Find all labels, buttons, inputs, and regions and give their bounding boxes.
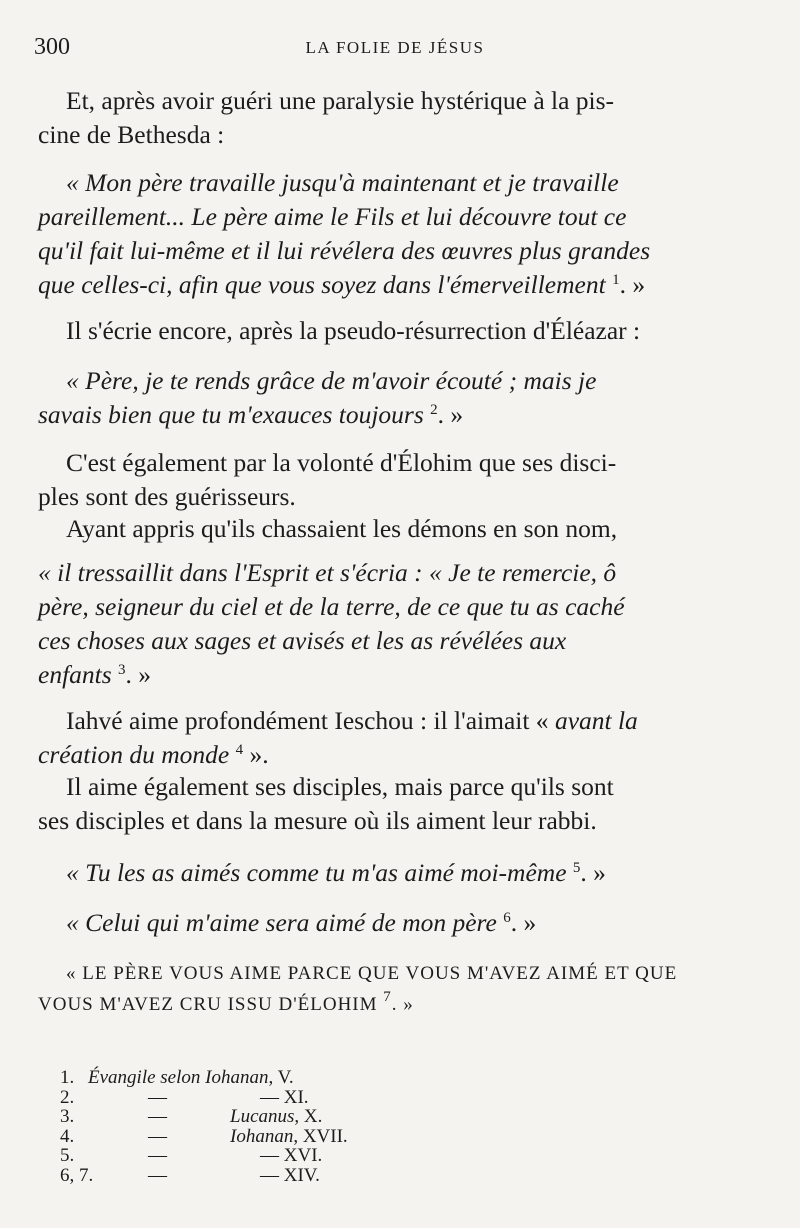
quote-line: père, seigneur du ciel et de la terre, de ce que tu as caché <box>38 592 625 621</box>
quote-spirit <box>38 556 762 692</box>
footnote-number: 1. <box>60 1067 75 1088</box>
footnote-dash: — <box>148 1145 167 1167</box>
page-number: 300 <box>34 34 70 60</box>
text-line: cine de Bethesda : <box>38 120 225 149</box>
quote-line: ces choses aux sages et avisés et les as révélées aux <box>38 626 567 655</box>
footnote-ref: 3 <box>118 662 126 678</box>
text-line: Il s'écrie encore, après la pseudo-résurrection d'Éléazar : <box>66 316 641 345</box>
footnote-ref: 7 <box>383 989 392 1005</box>
paragraph-iahve <box>38 704 762 772</box>
footnote-ref: 2 <box>430 402 438 418</box>
footnote-number: 6, 7. <box>60 1164 94 1186</box>
footnote-number: 4. <box>60 1125 75 1147</box>
quote-close: . » <box>125 660 152 689</box>
quote-close: ». <box>243 740 269 769</box>
quote-line: « Celui qui m'aime sera aimé de mon père <box>66 908 497 937</box>
footnote-number: 5. <box>60 1145 75 1167</box>
footnote-chapter: , XVII. <box>293 1125 348 1147</box>
quote-close: . » <box>580 858 606 887</box>
paragraph-disciples <box>38 770 762 838</box>
quote-run: création du monde <box>38 740 230 769</box>
footnote-dash: — <box>148 1125 167 1147</box>
paragraph-healers <box>38 446 762 514</box>
text-line: Et, après avoir guéri une paralysie hystérique à la pis- <box>66 86 615 115</box>
quote-line: pareillement... Le père aime le Fils et lui découvre tout ce <box>38 202 627 231</box>
quote-line: enfants <box>38 660 112 689</box>
footnote-book: — <box>260 1086 279 1108</box>
footnote-dash: — <box>148 1086 167 1108</box>
footnote-number: 2. <box>60 1086 75 1108</box>
quote-close: . » <box>391 994 414 1015</box>
footnote-book: — <box>260 1164 279 1186</box>
quote-run: avant la <box>554 706 638 735</box>
text-line: ples sont des guérisseurs. <box>38 482 296 511</box>
quote-line: qu'il fait lui-même et il lui révélera des œuvres plus grandes <box>38 236 651 265</box>
running-title: LA FOLIE DE JÉSUS <box>305 38 485 57</box>
footnote-chapter: XVI. <box>279 1145 323 1167</box>
footnote-ref: 1 <box>612 272 620 288</box>
quote-loves-me <box>38 906 762 940</box>
footnote-book: Lucanus <box>230 1106 295 1128</box>
quote-line: « Tu les as aimés comme tu m'as aimé moi-même <box>66 858 567 887</box>
page-header <box>34 34 756 64</box>
footnote-chapter: , V. <box>268 1067 294 1088</box>
footnote-book: Iohanan <box>230 1125 294 1147</box>
text-line: C'est également par la volonté d'Élohim que ses disci- <box>66 448 617 477</box>
quote-small-caps <box>38 958 762 1020</box>
quote-father-works <box>38 166 762 302</box>
quote-father-thanks <box>38 364 762 432</box>
quote-close: . » <box>510 908 537 937</box>
footnote-chapter: XIV. <box>279 1164 320 1186</box>
footnote-dash: — <box>148 1106 167 1128</box>
footnote-dash: — <box>148 1164 167 1186</box>
footnote-book: — <box>260 1145 279 1167</box>
quote-close: . » <box>619 270 646 299</box>
footnote-ref: 6 <box>503 910 511 926</box>
footnote-ref: 4 <box>235 742 244 758</box>
quote-line: « Père, je te rends grâce de m'avoir écouté ; mais je <box>66 366 597 395</box>
caps-line: « LE PÈRE VOUS AIME PARCE QUE VOUS M'AVEZ AIMÉ ET QUE <box>66 963 678 984</box>
quote-line: savais bien que tu m'exauces toujours <box>38 400 424 429</box>
paragraph-eleazar <box>38 314 762 348</box>
quote-line: « il tressaillit dans l'Esprit et s'écria : « Je te remercie, ô <box>38 558 617 587</box>
quote-loved <box>38 856 762 890</box>
quote-line: que celles-ci, afin que vous soyez dans l'émerveillement <box>38 270 606 299</box>
caps-line: VOUS M'AVEZ CRU ISSU D'ÉLOHIM <box>38 994 378 1015</box>
text-run: Iahvé aime profondément Ieschou : il l'aimait « <box>66 706 555 735</box>
footnote-book: Évangile selon Iohanan <box>88 1067 269 1088</box>
text-line: ses disciples et dans la mesure où ils aiment leur rabbi. <box>38 806 597 835</box>
footnote-number: 3. <box>60 1106 75 1128</box>
text-line: Ayant appris qu'ils chassaient les démons en son nom, <box>66 514 618 543</box>
footnote-chapter: XI. <box>279 1086 309 1108</box>
paragraph-demons <box>38 512 762 546</box>
quote-line: « Mon père travaille jusqu'à maintenant et je travaille <box>66 168 619 197</box>
paragraph-bethesda <box>38 84 762 152</box>
text-line: Il aime également ses disciples, mais parce qu'ils sont <box>66 772 614 801</box>
footnote-chapter: , X. <box>294 1106 323 1128</box>
quote-close: . » <box>437 400 464 429</box>
footnote-ref: 5 <box>572 860 581 876</box>
